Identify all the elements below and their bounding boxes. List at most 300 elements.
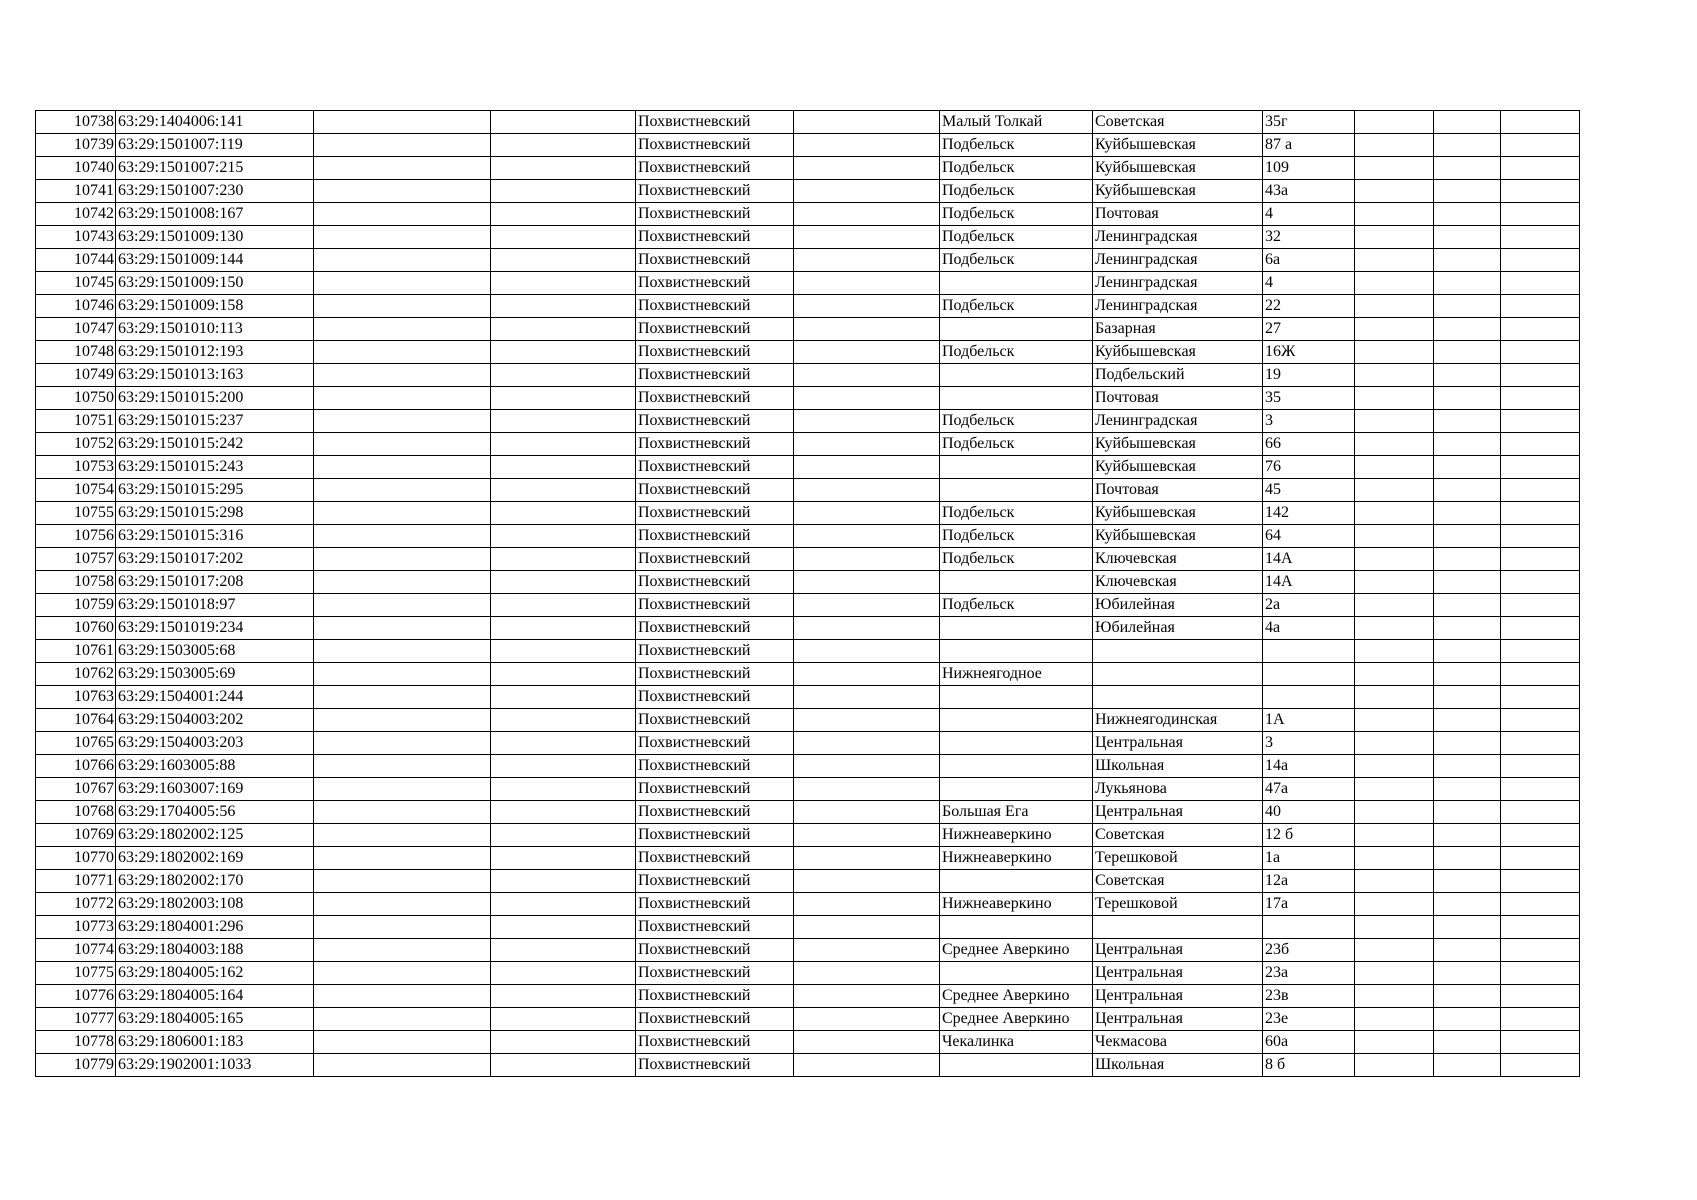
district-cell: Похвистневский [636, 387, 794, 410]
locality-cell: Подбельск [940, 548, 1093, 571]
street-cell: Центральная [1093, 1008, 1263, 1031]
district-cell: Похвистневский [636, 525, 794, 548]
empty-cell-b [491, 295, 636, 318]
empty-cell-a [314, 617, 491, 640]
empty-cell-e [1434, 502, 1501, 525]
house-cell: 14А [1263, 548, 1355, 571]
empty-cell-c [794, 387, 940, 410]
locality-cell: Подбельск [940, 433, 1093, 456]
locality-cell: Подбельск [940, 410, 1093, 433]
locality-cell: Нижнеягодное [940, 663, 1093, 686]
empty-cell-a [314, 272, 491, 295]
empty-cell-a [314, 318, 491, 341]
cadastral-number-cell: 63:29:1501018:97 [116, 594, 314, 617]
empty-cell-a [314, 1008, 491, 1031]
empty-cell-a [314, 663, 491, 686]
house-cell: 4 [1263, 203, 1355, 226]
empty-cell-f [1501, 686, 1580, 709]
table-row [36, 134, 1580, 157]
empty-cell-d [1355, 617, 1434, 640]
empty-cell-a [314, 985, 491, 1008]
row-number-cell: 10751 [36, 410, 116, 433]
row-number-cell: 10746 [36, 295, 116, 318]
empty-cell-b [491, 686, 636, 709]
empty-cell-c [794, 916, 940, 939]
table-row [36, 364, 1580, 387]
district-cell: Похвистневский [636, 686, 794, 709]
empty-cell-a [314, 364, 491, 387]
empty-cell-f [1501, 732, 1580, 755]
empty-cell-f [1501, 548, 1580, 571]
district-cell: Похвистневский [636, 985, 794, 1008]
empty-cell-f [1501, 157, 1580, 180]
district-cell: Похвистневский [636, 318, 794, 341]
empty-cell-f [1501, 410, 1580, 433]
cadastral-number-cell: 63:29:1802002:169 [116, 847, 314, 870]
empty-cell-b [491, 226, 636, 249]
empty-cell-b [491, 548, 636, 571]
empty-cell-a [314, 433, 491, 456]
street-cell: Куйбышевская [1093, 341, 1263, 364]
empty-cell-f [1501, 456, 1580, 479]
empty-cell-d [1355, 134, 1434, 157]
empty-cell-e [1434, 134, 1501, 157]
empty-cell-c [794, 341, 940, 364]
row-number-cell: 10759 [36, 594, 116, 617]
table-row [36, 548, 1580, 571]
street-cell: Центральная [1093, 985, 1263, 1008]
street-cell: Куйбышевская [1093, 157, 1263, 180]
district-cell: Похвистневский [636, 410, 794, 433]
empty-cell-d [1355, 410, 1434, 433]
empty-cell-f [1501, 479, 1580, 502]
house-cell: 43а [1263, 180, 1355, 203]
empty-cell-e [1434, 364, 1501, 387]
empty-cell-d [1355, 502, 1434, 525]
cadastral-number-cell: 63:29:1902001:1033 [116, 1054, 314, 1077]
empty-cell-b [491, 433, 636, 456]
district-cell: Похвистневский [636, 824, 794, 847]
table-row [36, 801, 1580, 824]
empty-cell-e [1434, 962, 1501, 985]
empty-cell-d [1355, 985, 1434, 1008]
row-number-cell: 10763 [36, 686, 116, 709]
empty-cell-a [314, 893, 491, 916]
row-number-cell: 10765 [36, 732, 116, 755]
empty-cell-a [314, 111, 491, 134]
locality-cell: Среднее Аверкино [940, 985, 1093, 1008]
empty-cell-c [794, 226, 940, 249]
row-number-cell: 10768 [36, 801, 116, 824]
locality-cell: Среднее Аверкино [940, 939, 1093, 962]
street-cell: Куйбышевская [1093, 134, 1263, 157]
empty-cell-e [1434, 824, 1501, 847]
cadastral-number-cell: 63:29:1501009:150 [116, 272, 314, 295]
cadastral-number-cell: 63:29:1503005:68 [116, 640, 314, 663]
empty-cell-a [314, 479, 491, 502]
row-number-cell: 10767 [36, 778, 116, 801]
table-row [36, 939, 1580, 962]
empty-cell-e [1434, 755, 1501, 778]
row-number-cell: 10740 [36, 157, 116, 180]
table-row [36, 249, 1580, 272]
district-cell: Похвистневский [636, 594, 794, 617]
street-cell: Нижнеягодинская [1093, 709, 1263, 732]
empty-cell-e [1434, 525, 1501, 548]
empty-cell-f [1501, 916, 1580, 939]
table-row [36, 1054, 1580, 1077]
locality-cell [940, 364, 1093, 387]
house-cell: 14А [1263, 571, 1355, 594]
empty-cell-a [314, 571, 491, 594]
cadastral-number-cell: 63:29:1501007:215 [116, 157, 314, 180]
row-number-cell: 10742 [36, 203, 116, 226]
row-number-cell: 10753 [36, 456, 116, 479]
street-cell: Ленинградская [1093, 249, 1263, 272]
cadastral-number-cell: 63:29:1501017:202 [116, 548, 314, 571]
empty-cell-d [1355, 295, 1434, 318]
house-cell: 40 [1263, 801, 1355, 824]
street-cell: Терешковой [1093, 893, 1263, 916]
empty-cell-d [1355, 824, 1434, 847]
empty-cell-c [794, 318, 940, 341]
cadastral-number-cell: 63:29:1504003:203 [116, 732, 314, 755]
cadastral-number-cell: 63:29:1501009:144 [116, 249, 314, 272]
empty-cell-e [1434, 985, 1501, 1008]
empty-cell-c [794, 939, 940, 962]
table-row [36, 295, 1580, 318]
row-number-cell: 10777 [36, 1008, 116, 1031]
empty-cell-f [1501, 870, 1580, 893]
empty-cell-e [1434, 318, 1501, 341]
empty-cell-d [1355, 755, 1434, 778]
empty-cell-e [1434, 180, 1501, 203]
locality-cell [940, 709, 1093, 732]
empty-cell-c [794, 755, 940, 778]
empty-cell-b [491, 387, 636, 410]
empty-cell-c [794, 410, 940, 433]
row-number-cell: 10739 [36, 134, 116, 157]
empty-cell-b [491, 709, 636, 732]
district-cell: Похвистневский [636, 778, 794, 801]
empty-cell-d [1355, 249, 1434, 272]
empty-cell-a [314, 755, 491, 778]
empty-cell-d [1355, 1054, 1434, 1077]
locality-cell [940, 640, 1093, 663]
table-row [36, 1008, 1580, 1031]
cadastral-number-cell: 63:29:1501017:208 [116, 571, 314, 594]
house-cell: 32 [1263, 226, 1355, 249]
table-row [36, 916, 1580, 939]
empty-cell-a [314, 548, 491, 571]
table-row [36, 157, 1580, 180]
cadastral-number-cell: 63:29:1603005:88 [116, 755, 314, 778]
locality-cell [940, 617, 1093, 640]
house-cell: 1а [1263, 847, 1355, 870]
empty-cell-f [1501, 1031, 1580, 1054]
table-row [36, 985, 1580, 1008]
street-cell: Куйбышевская [1093, 502, 1263, 525]
house-cell: 23б [1263, 939, 1355, 962]
row-number-cell: 10743 [36, 226, 116, 249]
row-number-cell: 10752 [36, 433, 116, 456]
street-cell [1093, 686, 1263, 709]
empty-cell-c [794, 134, 940, 157]
empty-cell-c [794, 479, 940, 502]
street-cell: Почтовая [1093, 203, 1263, 226]
table-row [36, 686, 1580, 709]
empty-cell-c [794, 1008, 940, 1031]
empty-cell-e [1434, 594, 1501, 617]
cadastral-number-cell: 63:29:1501013:163 [116, 364, 314, 387]
cadastral-number-cell: 63:29:1501015:295 [116, 479, 314, 502]
street-cell: Куйбышевская [1093, 180, 1263, 203]
empty-cell-b [491, 663, 636, 686]
street-cell [1093, 663, 1263, 686]
house-cell: 45 [1263, 479, 1355, 502]
empty-cell-f [1501, 778, 1580, 801]
locality-cell: Подбельск [940, 341, 1093, 364]
district-cell: Похвистневский [636, 640, 794, 663]
table-row [36, 709, 1580, 732]
locality-cell [940, 870, 1093, 893]
empty-cell-f [1501, 111, 1580, 134]
cadastral-number-cell: 63:29:1501015:298 [116, 502, 314, 525]
street-cell: Юбилейная [1093, 594, 1263, 617]
cadastral-number-cell: 63:29:1504003:202 [116, 709, 314, 732]
table-row [36, 410, 1580, 433]
locality-cell: Подбельск [940, 203, 1093, 226]
table-body [36, 111, 1580, 1077]
empty-cell-e [1434, 870, 1501, 893]
house-cell: 23в [1263, 985, 1355, 1008]
row-number-cell: 10754 [36, 479, 116, 502]
cadastral-number-cell: 63:29:1802002:170 [116, 870, 314, 893]
empty-cell-d [1355, 548, 1434, 571]
house-cell: 12 б [1263, 824, 1355, 847]
district-cell: Похвистневский [636, 571, 794, 594]
empty-cell-e [1434, 640, 1501, 663]
house-cell: 142 [1263, 502, 1355, 525]
cadastral-number-cell: 63:29:1404006:141 [116, 111, 314, 134]
empty-cell-f [1501, 272, 1580, 295]
empty-cell-c [794, 502, 940, 525]
empty-cell-c [794, 870, 940, 893]
empty-cell-a [314, 709, 491, 732]
street-cell: Ключевская [1093, 571, 1263, 594]
empty-cell-a [314, 410, 491, 433]
cadastral-table [35, 110, 1580, 1077]
table-row [36, 594, 1580, 617]
street-cell: Ленинградская [1093, 272, 1263, 295]
district-cell: Похвистневский [636, 663, 794, 686]
row-number-cell: 10758 [36, 571, 116, 594]
empty-cell-b [491, 157, 636, 180]
row-number-cell: 10770 [36, 847, 116, 870]
row-number-cell: 10762 [36, 663, 116, 686]
empty-cell-b [491, 985, 636, 1008]
row-number-cell: 10776 [36, 985, 116, 1008]
empty-cell-d [1355, 525, 1434, 548]
empty-cell-f [1501, 180, 1580, 203]
house-cell: 66 [1263, 433, 1355, 456]
house-cell: 4а [1263, 617, 1355, 640]
cadastral-number-cell: 63:29:1804005:165 [116, 1008, 314, 1031]
empty-cell-e [1434, 709, 1501, 732]
table-row [36, 778, 1580, 801]
cadastral-number-cell: 63:29:1804001:296 [116, 916, 314, 939]
row-number-cell: 10744 [36, 249, 116, 272]
street-cell: Куйбышевская [1093, 525, 1263, 548]
row-number-cell: 10779 [36, 1054, 116, 1077]
empty-cell-c [794, 686, 940, 709]
empty-cell-f [1501, 594, 1580, 617]
empty-cell-f [1501, 341, 1580, 364]
empty-cell-e [1434, 479, 1501, 502]
locality-cell: Подбельск [940, 157, 1093, 180]
empty-cell-a [314, 778, 491, 801]
empty-cell-d [1355, 893, 1434, 916]
empty-cell-d [1355, 203, 1434, 226]
house-cell: 109 [1263, 157, 1355, 180]
table-row [36, 870, 1580, 893]
empty-cell-d [1355, 663, 1434, 686]
district-cell: Похвистневский [636, 157, 794, 180]
row-number-cell: 10771 [36, 870, 116, 893]
empty-cell-d [1355, 387, 1434, 410]
house-cell: 1А [1263, 709, 1355, 732]
locality-cell [940, 387, 1093, 410]
empty-cell-b [491, 1008, 636, 1031]
empty-cell-a [314, 640, 491, 663]
locality-cell: Подбельск [940, 525, 1093, 548]
district-cell: Похвистневский [636, 617, 794, 640]
empty-cell-d [1355, 594, 1434, 617]
empty-cell-b [491, 916, 636, 939]
house-cell: 3 [1263, 410, 1355, 433]
empty-cell-c [794, 548, 940, 571]
row-number-cell: 10761 [36, 640, 116, 663]
empty-cell-c [794, 364, 940, 387]
empty-cell-f [1501, 847, 1580, 870]
empty-cell-f [1501, 893, 1580, 916]
empty-cell-f [1501, 617, 1580, 640]
table-row [36, 203, 1580, 226]
empty-cell-e [1434, 410, 1501, 433]
cadastral-number-cell: 63:29:1802003:108 [116, 893, 314, 916]
locality-cell: Подбельск [940, 594, 1093, 617]
empty-cell-d [1355, 732, 1434, 755]
empty-cell-a [314, 456, 491, 479]
empty-cell-f [1501, 364, 1580, 387]
empty-cell-d [1355, 364, 1434, 387]
empty-cell-d [1355, 709, 1434, 732]
empty-cell-f [1501, 433, 1580, 456]
empty-cell-b [491, 249, 636, 272]
street-cell: Терешковой [1093, 847, 1263, 870]
street-cell: Советская [1093, 870, 1263, 893]
empty-cell-d [1355, 226, 1434, 249]
empty-cell-a [314, 870, 491, 893]
empty-cell-b [491, 479, 636, 502]
empty-cell-b [491, 364, 636, 387]
row-number-cell: 10756 [36, 525, 116, 548]
street-cell: Советская [1093, 111, 1263, 134]
empty-cell-f [1501, 249, 1580, 272]
district-cell: Похвистневский [636, 709, 794, 732]
locality-cell [940, 778, 1093, 801]
cadastral-number-cell: 63:29:1504001:244 [116, 686, 314, 709]
empty-cell-d [1355, 870, 1434, 893]
table-row [36, 617, 1580, 640]
table-row [36, 663, 1580, 686]
district-cell: Похвистневский [636, 272, 794, 295]
empty-cell-e [1434, 1031, 1501, 1054]
empty-cell-a [314, 387, 491, 410]
empty-cell-f [1501, 226, 1580, 249]
empty-cell-b [491, 732, 636, 755]
empty-cell-b [491, 962, 636, 985]
district-cell: Похвистневский [636, 341, 794, 364]
house-cell: 4 [1263, 272, 1355, 295]
empty-cell-b [491, 203, 636, 226]
cadastral-number-cell: 63:29:1501010:113 [116, 318, 314, 341]
empty-cell-a [314, 502, 491, 525]
table-row [36, 433, 1580, 456]
street-cell [1093, 916, 1263, 939]
empty-cell-c [794, 824, 940, 847]
empty-cell-a [314, 939, 491, 962]
district-cell: Похвистневский [636, 180, 794, 203]
row-number-cell: 10741 [36, 180, 116, 203]
locality-cell [940, 272, 1093, 295]
empty-cell-c [794, 1054, 940, 1077]
empty-cell-c [794, 249, 940, 272]
district-cell: Похвистневский [636, 1054, 794, 1077]
empty-cell-e [1434, 1054, 1501, 1077]
empty-cell-b [491, 594, 636, 617]
empty-cell-c [794, 180, 940, 203]
table-row [36, 893, 1580, 916]
table-row [36, 111, 1580, 134]
empty-cell-a [314, 249, 491, 272]
street-cell: Ленинградская [1093, 226, 1263, 249]
locality-cell [940, 456, 1093, 479]
street-cell [1093, 640, 1263, 663]
table-row [36, 755, 1580, 778]
locality-cell [940, 755, 1093, 778]
house-cell: 35 [1263, 387, 1355, 410]
empty-cell-a [314, 732, 491, 755]
empty-cell-e [1434, 341, 1501, 364]
cadastral-number-cell: 63:29:1501008:167 [116, 203, 314, 226]
table-row [36, 272, 1580, 295]
district-cell: Похвистневский [636, 1031, 794, 1054]
cadastral-number-cell: 63:29:1804003:188 [116, 939, 314, 962]
empty-cell-d [1355, 111, 1434, 134]
empty-cell-d [1355, 939, 1434, 962]
locality-cell [940, 686, 1093, 709]
empty-cell-c [794, 778, 940, 801]
row-number-cell: 10745 [36, 272, 116, 295]
empty-cell-c [794, 594, 940, 617]
district-cell: Похвистневский [636, 433, 794, 456]
street-cell: Куйбышевская [1093, 456, 1263, 479]
empty-cell-e [1434, 571, 1501, 594]
house-cell: 16Ж [1263, 341, 1355, 364]
empty-cell-f [1501, 571, 1580, 594]
street-cell: Лукьянова [1093, 778, 1263, 801]
